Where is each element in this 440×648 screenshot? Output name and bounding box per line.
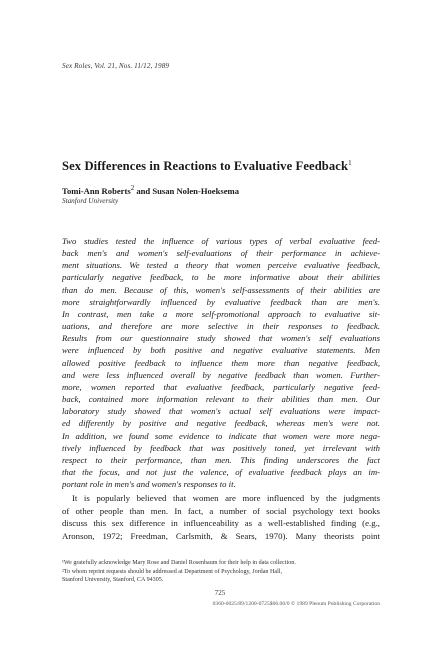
footnote-line: ¹We gratefully acknowledge Mary Rose and Daniel Rosenbaum for their help in data collection. <box>62 560 296 566</box>
abstract-line: respect to their performance, than men. This finding underscores the fact <box>62 454 380 465</box>
abstract-line: In addition, we found some evidence to indicate that women were more nega- <box>62 430 380 441</box>
footnote-line: Stanford University, Stanford, CA 94305. <box>62 577 164 584</box>
journal-citation: Sex Roles, Vol. 21, Nos. 11/12, 1989 <box>62 62 170 70</box>
abstract-line: back, contained more information relevant to their abilities than men. Our <box>62 394 380 405</box>
body-line: Aronson, 1972; Freedman, Carlsmith, & Sears, 1970). Many theorists point <box>62 530 380 541</box>
abstract-line: were influenced by both positive and negative evaluative statements. Men <box>62 345 380 356</box>
body-line: of other people than men. In fact, a number of social psychology text books <box>62 505 380 516</box>
footnote-line: ²To whom reprint requests should be addressed at Department of Psychology, Jordan Hall, <box>62 568 282 575</box>
article-title <box>62 159 352 174</box>
abstract-line: and were less influenced overall by negative feedback than women. Further- <box>62 369 380 380</box>
abstract-line: that the focus, and not just the valence, of evaluative feedback plays an im- <box>62 466 380 477</box>
abstract-line: Two studies tested the influence of various types of verbal evaluative feed- <box>62 236 380 246</box>
abstract-line: Results from our questionnaire study showed that women's self evaluations <box>62 333 380 344</box>
body-line: It is popularly believed that women are more influenced by the judgments <box>72 493 380 503</box>
affiliation: Stanford University <box>62 197 119 205</box>
other-authors: and Susan Nolen-Hoeksema <box>134 185 240 196</box>
body-line: discuss this sex difference in influenceability as a well-established finding (e.g., <box>62 518 380 529</box>
abstract-line: ed differently by positive and negative feedback, whereas men's were not. <box>62 418 380 429</box>
abstract-line: allowed positive feedback to influence them more than negative feedback, <box>62 357 380 368</box>
abstract-line: portant role in men's and women's responses to it. <box>62 479 236 490</box>
abstract-line: more straightforwardly influenced by evaluative feedback than are men's. <box>62 296 380 307</box>
author-footnote-marker: 2 <box>130 184 135 192</box>
abstract-line: uations, and therefore are more selective in their responses to feedback. <box>62 321 380 332</box>
title-text: Sex Differences in Reactions to Evaluative Feedback <box>62 159 349 174</box>
copyright-line: 0360-0025/89/1200-0725$06.00/0 © 1989 Plenum Publishing Corporation <box>212 601 380 607</box>
footnotes <box>62 559 380 585</box>
page-number: 725 <box>214 589 226 597</box>
first-author: Tomi-Ann Roberts <box>62 185 131 196</box>
author-line <box>62 184 239 196</box>
title-footnote-marker: 1 <box>348 159 352 167</box>
abstract <box>62 235 380 490</box>
abstract-line: laboratory study showed that women's actual self evaluations were impact- <box>62 406 380 417</box>
abstract-line: In contrast, men take a more self-promotional approach to evaluative sit- <box>62 308 380 319</box>
abstract-line: than do men. Because of this, women's self-assessments of their abilities are <box>62 284 380 295</box>
body-text <box>62 492 380 542</box>
abstract-line: more, women reported that evaluative feedback, particularly negative feed- <box>62 381 380 392</box>
abstract-line: particularly negative feedback, to be more informative about their abilities <box>62 272 380 283</box>
abstract-line: tively influenced by feedback that was positively toned, yet irrelevant with <box>62 442 380 453</box>
abstract-line: ment situations. We tested a theory that women perceive evaluative feedback, <box>62 260 380 271</box>
abstract-line: back men's and women's self-evaluations of their performance in achieve- <box>62 248 380 259</box>
